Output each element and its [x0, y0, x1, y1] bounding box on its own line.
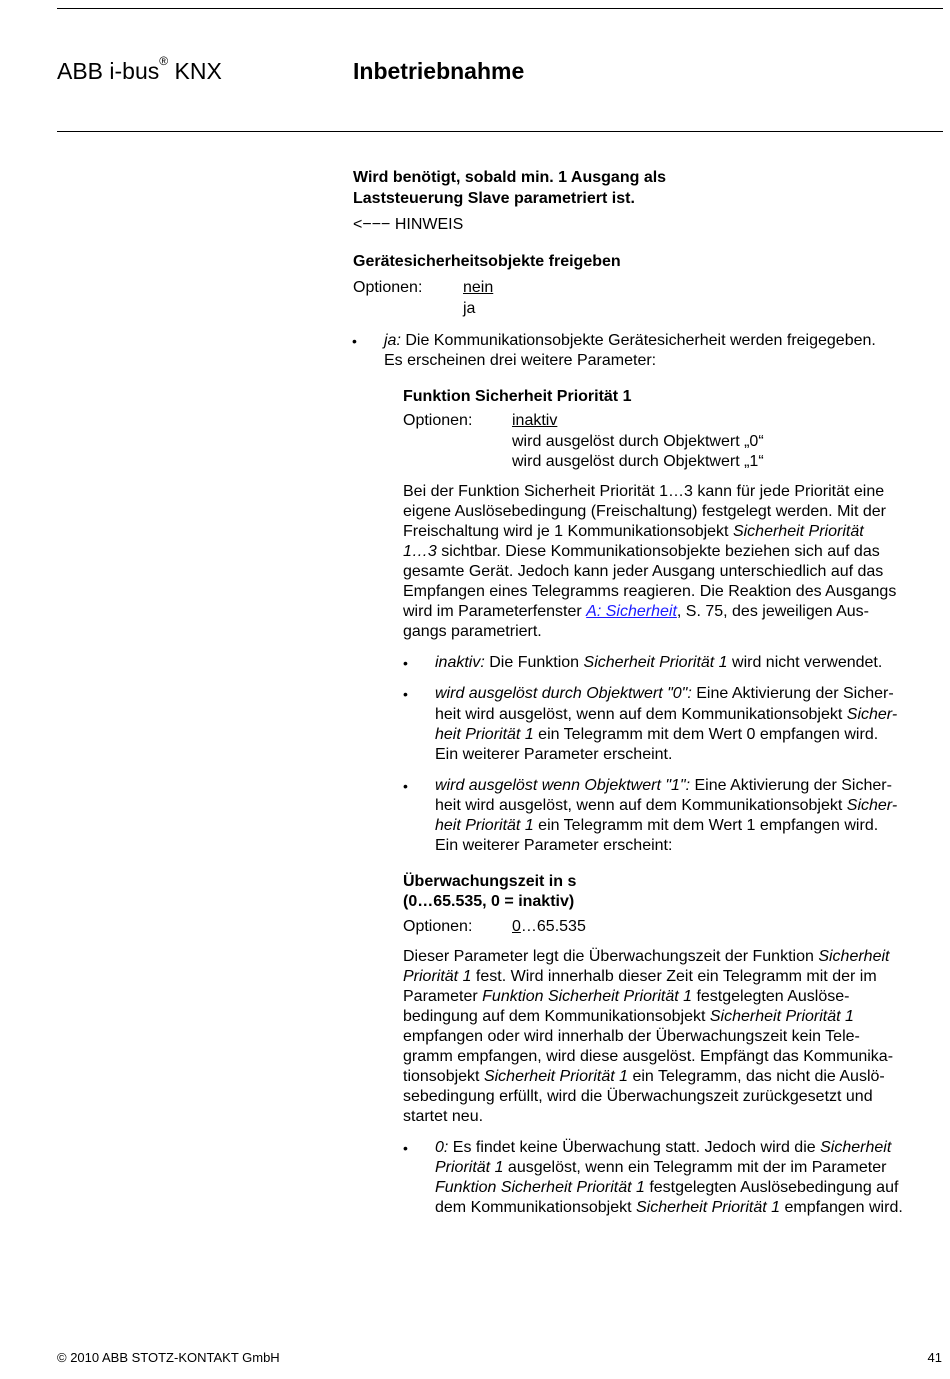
- ueberwachung-para-line-6: gramm empfangen, wird diese ausgelöst. Empfängt das Kommunika-: [403, 1048, 894, 1065]
- ueberwachung-bullet-line-2: Priorität 1 ausgelöst, wenn ein Telegramm mit der im Parameter: [435, 1159, 887, 1176]
- ueberwachung-para-line-1: Dieser Parameter legt die Überwachungszeit der Funktion Sicherheit: [403, 948, 890, 965]
- bullet-icon: •: [403, 655, 408, 671]
- ueberwachung-para-line-4: bedingung auf dem Kommunikationsobjekt Sicherheit Priorität 1: [403, 1008, 854, 1025]
- intro-note: <−−− HINWEIS: [353, 216, 464, 233]
- brand-registered-mark: ®: [159, 54, 169, 68]
- geraetesicherheit-bullet-line-1: ja: Die Kommunikationsobjekte Gerätesicherheit werden freigegeben.: [384, 332, 876, 349]
- funktion-options-label: Optionen:: [403, 412, 473, 429]
- ueberwachung-options-label: Optionen:: [403, 918, 473, 935]
- funktion-bullet-0-line-4: Ein weiterer Parameter erscheint.: [435, 746, 673, 763]
- page-title: Inbetriebnahme: [353, 58, 525, 84]
- funktion-bullet-1-line-1: wird ausgelöst wenn Objektwert "1": Eine Aktivierung der Sicher-: [435, 777, 892, 794]
- ueberwachung-para-line-2: Priorität 1 fest. Wird innerhalb dieser Zeit ein Telegramm mit der im: [403, 968, 877, 985]
- funktion-para-line-1: Bei der Funktion Sicherheit Priorität 1…3 kann für jede Priorität eine: [403, 483, 885, 500]
- bullet-icon: •: [352, 333, 357, 349]
- ueberwachung-heading-1: Überwachungszeit in s: [403, 873, 577, 890]
- bullet-term: ja:: [384, 332, 401, 349]
- funktion-option-inaktiv: inaktiv: [512, 412, 558, 429]
- ueberwachung-para-line-8: sebedingung erfüllt, wird die Überwachungszeit zurückgesetzt und: [403, 1088, 873, 1105]
- footer-page-number: 41: [927, 1350, 942, 1365]
- funktion-option-1: wird ausgelöst durch Objektwert „1“: [512, 453, 764, 470]
- funktion-para-line-8: gangs parametriert.: [403, 623, 542, 640]
- bullet-icon: •: [403, 686, 408, 702]
- geraetesicherheit-options-label: Optionen:: [353, 279, 423, 296]
- geraetesicherheit-option-nein: nein: [463, 279, 494, 296]
- brand-logo-text: [57, 54, 222, 85]
- funktion-bullet-1-line-3: heit Priorität 1 ein Telegramm mit dem Wert 1 empfangen wird.: [435, 817, 879, 834]
- geraetesicherheit-bullet-line-2: Es erscheinen drei weitere Parameter:: [384, 352, 657, 369]
- funktion-para-line-6: Empfangen eines Telegramms reagieren. Die Reaktion des Ausgangs: [403, 583, 897, 600]
- funktion-para-line-2: eigene Auslösebedingung (Freischaltung) festgelegt werden. Mit der: [403, 503, 886, 520]
- intro-line-1: Wird benötigt, sobald min. 1 Ausgang als: [353, 169, 667, 186]
- funktion-para-line-7: wird im Parameterfenster A: Sicherheit, S. 75, des jeweiligen Aus-: [403, 603, 869, 620]
- brand-suffix: KNX: [168, 58, 222, 84]
- funktion-option-0: wird ausgelöst durch Objektwert „0“: [512, 433, 764, 450]
- funktion-para-line-3: Freischaltung wird je 1 Kommunikationsobjekt Sicherheit Priorität: [403, 523, 864, 540]
- bullet-icon: •: [403, 778, 408, 794]
- geraetesicherheit-option-ja: ja: [463, 300, 476, 317]
- funktion-para-line-5: gesamte Gerät. Jedoch kann jeder Ausgang unterschiedlich auf das: [403, 563, 884, 580]
- ueberwachung-bullet-line-4: dem Kommunikationsobjekt Sicherheit Priorität 1 empfangen wird.: [435, 1199, 903, 1216]
- funktion-bullet-0-line-1: wird ausgelöst durch Objektwert "0": Eine Aktivierung der Sicher-: [435, 685, 894, 702]
- funktion-para-line-4: 1…3 sichtbar. Diese Kommunikationsobjekte beziehen sich auf das: [403, 543, 880, 560]
- footer-copyright: © 2010 ABB STOTZ-KONTAKT GmbH: [57, 1350, 280, 1365]
- funktion-bullet-inaktiv: inaktiv: Die Funktion Sicherheit Priorität 1 wird nicht verwendet.: [435, 654, 883, 671]
- funktion-bullet-0-line-3: heit Priorität 1 ein Telegramm mit dem Wert 0 empfangen wird.: [435, 726, 879, 743]
- bullet-icon: •: [403, 1140, 408, 1156]
- geraetesicherheit-heading: Gerätesicherheitsobjekte freigeben: [353, 253, 621, 270]
- sicherheit-link[interactable]: A: Sicherheit: [586, 603, 677, 620]
- ueberwachung-para-line-3: Parameter Funktion Sicherheit Priorität 1 festgelegten Auslöse-: [403, 988, 850, 1005]
- ueberwachung-para-line-9: startet neu.: [403, 1108, 484, 1125]
- ueberwachung-bullet-line-3: Funktion Sicherheit Priorität 1 festgelegten Auslösebedingung auf: [435, 1179, 899, 1196]
- ueberwachung-bullet-line-1: 0: Es findet keine Überwachung statt. Jedoch wird die Sicherheit: [435, 1139, 892, 1156]
- ueberwachung-para-line-7: tionsobjekt Sicherheit Priorität 1 ein Telegramm, das nicht die Auslö-: [403, 1068, 885, 1085]
- ueberwachung-para-line-5: empfangen oder wird innerhalb der Überwachungszeit kein Tele-: [403, 1028, 860, 1045]
- header-rule: [57, 131, 943, 132]
- funktion-bullet-1-line-2: heit wird ausgelöst, wenn auf dem Kommunikationsobjekt Sicher-: [435, 797, 898, 814]
- ueberwachung-option-range: 0…65.535: [512, 918, 586, 935]
- funktion-heading: Funktion Sicherheit Priorität 1: [403, 388, 632, 405]
- ueberwachung-heading-2: (0…65.535, 0 = inaktiv): [403, 893, 575, 910]
- brand-name: ABB i-bus: [57, 58, 160, 84]
- funktion-bullet-0-line-2: heit wird ausgelöst, wenn auf dem Kommunikationsobjekt Sicher-: [435, 706, 898, 723]
- funktion-bullet-1-line-4: Ein weiterer Parameter erscheint:: [435, 837, 673, 854]
- top-rule: [57, 8, 943, 9]
- intro-line-2: Laststeuerung Slave parametriert ist.: [353, 190, 635, 207]
